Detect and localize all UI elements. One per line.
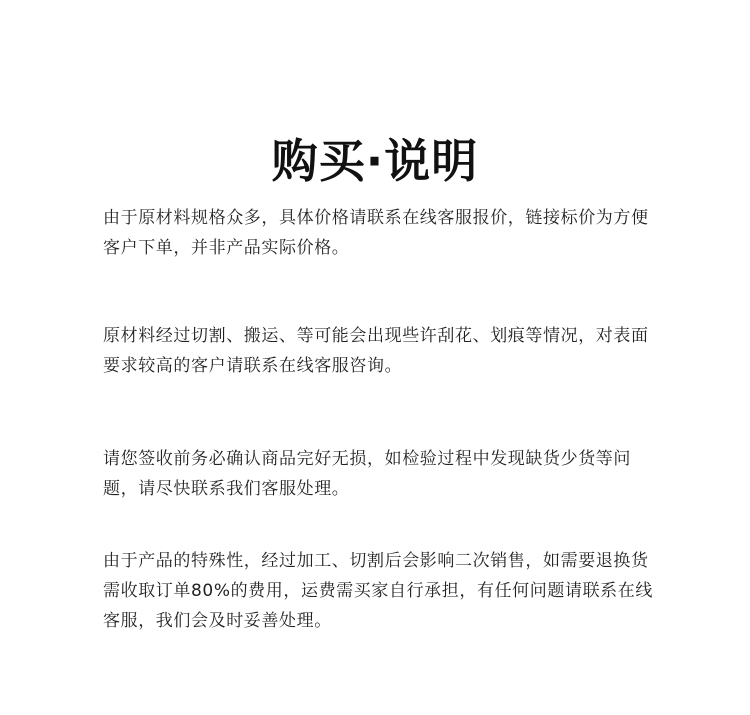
page-title: 购买·说明 (271, 133, 479, 188)
notice-paragraph-scratches: 原材料经过切割、搬运、等可能会出现些许刮花、划痕等情况，对表面要求较高的客户请联系在线客服咨询。 (103, 326, 649, 376)
notice-paragraph-returns: 由于产品的特殊性，经过加工、切割后会影响二次销售，如需要退换货需收取订单80%的费用，运费需买家自行承担，有任何问题请联系在线客服，我们会及时妥善处理。 (103, 551, 653, 631)
notice-paragraph-pricing: 由于原材料规格众多，具体价格请联系在线客服报价，链接标价为方便客户下单，并非产品实际价格。 (103, 208, 649, 258)
notice-paragraph-inspection: 请您签收前务必确认商品完好无损，如检验过程中发现缺货少货等问题，请尽快联系我们客服处理。 (103, 449, 631, 499)
